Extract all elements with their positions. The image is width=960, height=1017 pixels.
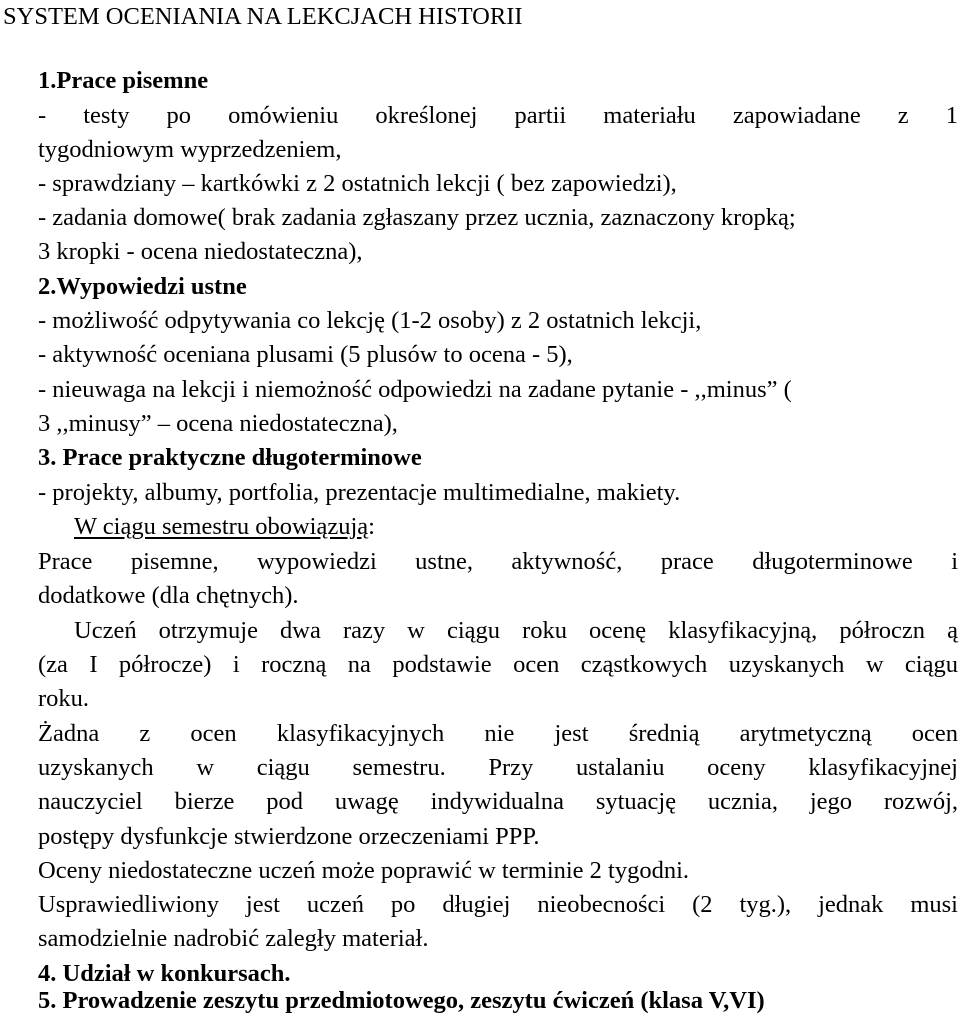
section1-line1: - testy po omówieniu określonej partii materiału zapowiadane z 1 <box>38 102 958 129</box>
section2-line4: 3 ,,minusy” – ocena niedostateczna), <box>38 410 398 437</box>
paragraph4-line2: samodzielnie nadrobić zaległy materiał. <box>38 925 429 952</box>
section1-line3: - sprawdziany – kartkówki z 2 ostatnich lekcji ( bez zapowiedzi), <box>38 170 677 197</box>
section2-line2: - aktywność oceniana plusami (5 plusów to ocena - 5), <box>38 341 573 368</box>
paragraph2-line3: nauczyciel bierze pod uwagę indywidualna sytuację ucznia, jego rozwój, <box>38 788 958 815</box>
section2-line3: - nieuwaga na lekcji i niemożność odpowiedzi na zadane pytanie - ,,minus” ( <box>38 376 792 403</box>
paragraph4-line1: Usprawiedliwiony jest uczeń po długiej nieobecności (2 tyg.), jednak musi <box>38 891 958 918</box>
paragraph1-line1: Uczeń otrzymuje dwa razy w ciągu roku ocenę klasyfikacyjną, półroczn ą <box>74 617 958 644</box>
semester-line2: dodatkowe (dla chętnych). <box>38 582 299 609</box>
paragraph2-line2: uzyskanych w ciągu semestru. Przy ustalaniu oceny klasyfikacyjnej <box>38 754 958 781</box>
semester-heading: W ciągu semestru obowiązują <box>74 513 369 540</box>
section5-heading: 5. Prowadzenie zeszytu przedmiotowego, zeszytu ćwiczeń (klasa V,VI) <box>38 987 765 1014</box>
section2-heading: 2.Wypowiedzi ustne <box>38 273 247 300</box>
semester-heading-row <box>38 510 958 543</box>
section2-line1: - możliwość odpytywania co lekcję (1-2 osoby) z 2 ostatnich lekcji, <box>38 307 702 334</box>
section3-line1: - projekty, albumy, portfolia, prezentacje multimedialne, makiety. <box>38 479 681 506</box>
page-title: SYSTEM OCENIANIA NA LEKCJACH HISTORII <box>3 3 523 30</box>
semester-heading-colon: : <box>368 513 375 540</box>
semester-line1: Prace pisemne, wypowiedzi ustne, aktywność, prace długoterminowe i <box>38 548 958 575</box>
section4-heading: 4. Udział w konkursach. <box>38 960 291 987</box>
paragraph1-line3: roku. <box>38 685 90 712</box>
section1-heading: 1.Prace pisemne <box>38 67 209 94</box>
section1-line4: - zadania domowe( brak zadania zgłaszany przez ucznia, zaznaczony kropką; <box>38 204 796 231</box>
paragraph2-line1: Żadna z ocen klasyfikacyjnych nie jest średnią arytmetyczną ocen <box>38 720 958 747</box>
paragraph1-line2: (za I półrocze) i roczną na podstawie ocen cząstkowych uzyskanych w ciągu <box>38 651 958 678</box>
section3-heading: 3. Prace praktyczne długoterminowe <box>38 444 422 471</box>
paragraph3-line1: Oceny niedostateczne uczeń może poprawić w terminie 2 tygodni. <box>38 857 690 884</box>
section1-line2: tygodniowym wyprzedzeniem, <box>38 136 342 163</box>
section1-line5: 3 kropki - ocena niedostateczna), <box>38 238 363 265</box>
paragraph2-line4: postępy dysfunkcje stwierdzone orzeczeniami PPP. <box>38 823 540 850</box>
